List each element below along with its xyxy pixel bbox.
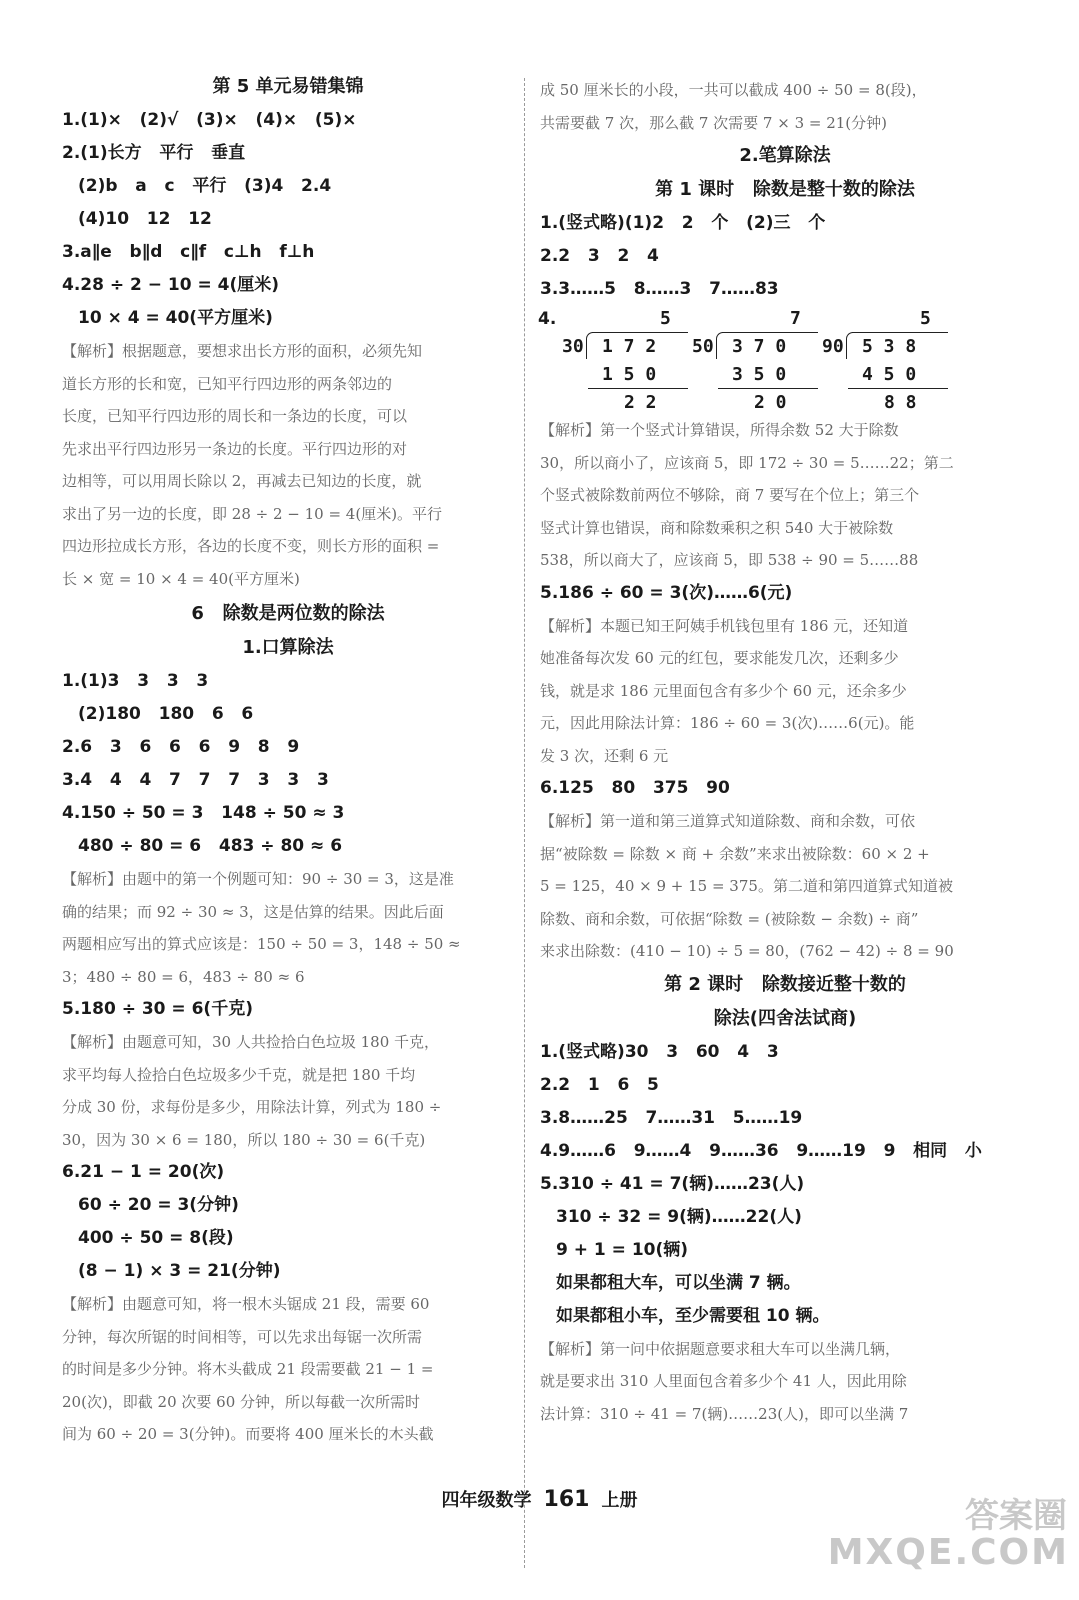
explanation-block [62, 863, 514, 993]
answer-line: 4.150 ÷ 50 = 3 148 ÷ 50 ≈ 3 [62, 803, 345, 823]
explanation-line: 长 × 宽 = 10 × 4 = 40(平方厘米) [62, 569, 300, 588]
answer-line: 310 ÷ 32 = 9(辆)……22(人) [556, 1206, 802, 1227]
explanation-line: 两题相应写出的算式应该是：150 ÷ 50 = 3，148 ÷ 50 ≈ [62, 935, 461, 953]
quotient-bar [852, 332, 948, 333]
answer-line: (4)10 12 12 [78, 209, 212, 229]
explanation-line: 钱，就是求 186 元里面包含有多少个 60 元，还余多少 [540, 681, 907, 700]
answer-line: 60 ÷ 20 = 3(分钟) [78, 1195, 239, 1215]
explanation-line: 【解析】第一个竖式计算错误，所得余数 52 大于除数 [540, 421, 899, 439]
answer-line: 1.(竖式略)30 3 60 4 3 [540, 1041, 779, 1062]
product: 3 5 0 [732, 364, 787, 385]
lesson1-title: 第 1 课时 除数是整十数的除法 [655, 179, 915, 200]
explanation-block [540, 414, 1030, 577]
explanation-block [540, 74, 1030, 139]
explanation-line: 5 = 125，40 × 9 + 15 = 375。第二道和第四道算式知道被 [540, 877, 953, 895]
answer-group [62, 1156, 514, 1288]
answer-line: (8 − 1) × 3 = 21(分钟) [78, 1261, 281, 1281]
subtraction-bar [588, 388, 688, 389]
explanation-block [62, 1288, 514, 1451]
answer-line: 3.3……5 8……3 7……83 [540, 279, 779, 299]
explanation-line: 【解析】由题意可知，30 人共捡拾白色垃圾 180 千克， [62, 1033, 440, 1051]
answer-line: (2)180 180 6 6 [78, 704, 254, 724]
watermark-url: MXQE.COM [827, 1532, 1069, 1573]
explanation-block [540, 805, 1030, 968]
lesson2-answers [540, 1036, 1030, 1333]
right-column [540, 74, 1030, 1430]
explanation-block [62, 335, 514, 595]
divisor: 30 [562, 336, 584, 357]
answer-line: 如果都租小车，至少需要租 10 辆。 [556, 1305, 830, 1326]
dividend: 3 7 0 [732, 336, 787, 357]
footer-volume: 上册 [601, 1490, 638, 1511]
explanation-line: 【解析】根据题意，要想求出长方形的面积，必须先知 [62, 342, 423, 360]
oral-division-answers [62, 665, 514, 863]
explanation-line: 四边形拉成长方形，各边的长度不变，则长方形的面积 = [62, 537, 440, 555]
explanation-line: 求平均每人捡拾白色垃圾多少千克，就是把 180 千均 [62, 1065, 416, 1084]
answer-line: 1.(1)3 3 3 3 [62, 671, 209, 691]
answer-line: 5.310 ÷ 41 = 7(辆)……23(人) [540, 1173, 805, 1194]
explanation-line: 据“被除数 = 除数 × 商 + 余数”来求出被除数：60 × 2 + [540, 844, 930, 863]
page-number: 161 [543, 1487, 590, 1512]
section-written-division-title: 2.笔算除法 [739, 145, 831, 166]
explanation-line: 边相等，可以用周长除以 2，再减去已知边的长度，就 [62, 472, 422, 490]
explanation-line: 分成 30 份，求每份是多少，用除法计算，列式为 180 ÷ [62, 1098, 442, 1116]
explanation-line: 元，因此用除法计算：186 ÷ 60 = 3(次)……6(元)。能 [540, 714, 915, 732]
long-division [692, 306, 822, 414]
left-column [62, 70, 514, 1451]
explanation-line: 共需要截 7 次，那么截 7 次需要 7 × 3 = 21(分钟) [540, 113, 888, 132]
answer-line: 3.4 4 4 7 7 7 3 3 3 [62, 770, 329, 790]
lesson2-title-line1: 第 2 课时 除数接近整十数的 [664, 973, 906, 995]
remainder: 8 8 [884, 392, 917, 413]
explanation-line: 间为 60 ÷ 20 = 3(分钟)。而要将 400 厘米长的木头截 [62, 1425, 434, 1443]
remainder: 2 0 [754, 392, 787, 413]
explanation-line: 【解析】本题已知王阿姨手机钱包里有 186 元，还知道 [540, 616, 909, 635]
answer-line: 3.a∥e b∥d c∥f c⊥h f⊥h [62, 242, 315, 262]
unit5-title: 第 5 单元易错集锦 [212, 76, 364, 97]
subtraction-bar [848, 388, 948, 389]
division-bracket [716, 332, 723, 359]
explanation-line: 【解析】由题中的第一个例题可知：90 ÷ 30 = 3，这是准 [62, 870, 454, 888]
lesson1-answers [540, 207, 1030, 306]
answer-line: 9 + 1 = 10(辆) [556, 1239, 689, 1260]
answer-line: 2.2 1 6 5 [540, 1074, 659, 1095]
explanation-line: 个竖式被除数前两位不够除，商 7 要写在个位上；第三个 [540, 486, 920, 504]
explanation-line: 【解析】第一道和第三道算式知道除数、商和余数，可依 [540, 812, 916, 830]
explanation-line: 【解析】由题意可知，将一根木头锯成 21 段，需要 60 [62, 1295, 430, 1313]
chapter6-title: 6 除数是两位数的除法 [191, 603, 385, 624]
answer-line: 4.9……6 9……4 9……36 9……19 9 相同 小 [540, 1140, 982, 1161]
answer-line: (2)b a c 平行 (3)4 2.4 [78, 176, 332, 196]
explanation-line: 除数、商和余数，可依据“除数 = (被除数 − 余数) ÷ 商” [540, 909, 919, 928]
section-oral-division-title: 1.口算除法 [242, 637, 334, 658]
explanation-line: 20(次)，即截 20 次要 60 分钟，所以每截一次所需时 [62, 1392, 421, 1411]
explanation-line: 发 3 次，还剩 6 元 [540, 746, 669, 765]
explanation-line: 就是要求出 310 人里面包含着多少个 41 人，因此用除 [540, 1372, 907, 1390]
footer-grade: 四年级数学 [441, 1490, 532, 1511]
explanation-line: 30，所以商小了，应该商 5，即 172 ÷ 30 = 5……22；第二 [540, 453, 954, 472]
answer-line: 5.180 ÷ 30 = 6(千克) [62, 999, 253, 1019]
quotient-bar [722, 332, 818, 333]
dividend: 5 3 8 [862, 336, 917, 357]
answer-line: 1.(竖式略)(1)2 2 个 (2)三 个 [540, 213, 826, 233]
answer-line: 10 × 4 = 40(平方厘米) [78, 308, 273, 328]
division-bracket [586, 332, 593, 359]
long-division [562, 306, 692, 414]
answer-line: 3.8……25 7……31 5……19 [540, 1107, 803, 1128]
answer-line: 2.2 3 2 4 [540, 246, 659, 266]
subtraction-bar [718, 388, 818, 389]
divisor: 90 [822, 336, 844, 357]
explanation-line: 成 50 厘米长的小段，一共可以截成 400 ÷ 50 = 8(段)， [540, 81, 927, 99]
quotient: 7 [790, 308, 801, 329]
answer-line: 6.21 − 1 = 20(次) [62, 1162, 225, 1182]
answer-line: 2.(1)长方 平行 垂直 [62, 143, 246, 163]
long-division [822, 306, 952, 414]
answer-line: 1.(1)× (2)√ (3)× (4)× (5)× [62, 110, 357, 130]
long-division-group [540, 306, 1030, 414]
division-bracket [846, 332, 853, 359]
divisor: 50 [692, 336, 714, 357]
product: 1 5 0 [602, 364, 657, 385]
answer-line: 5.186 ÷ 60 = 3(次)……6(元) [540, 582, 793, 603]
remainder: 2 2 [624, 392, 657, 413]
answer-line: 如果都租大车，可以坐满 7 辆。 [556, 1272, 801, 1293]
explanation-line: 她准备每次发 60 元的红包，要求能发几次，还剩多少 [540, 649, 899, 667]
explanation-line: 30，因为 30 × 6 = 180，所以 180 ÷ 30 = 6(千克) [62, 1130, 426, 1149]
explanation-block [540, 610, 1030, 773]
explanation-line: 分钟，每次所锯的时间相等，可以先求出每锯一次所需 [62, 1327, 423, 1346]
explanation-block [540, 1333, 1030, 1431]
column-divider [524, 78, 525, 1568]
answer-line: 2.6 3 6 6 6 9 8 9 [62, 737, 300, 757]
watermark-logo: 答案圈 [965, 1496, 1067, 1536]
explanation-line: 法计算：310 ÷ 41 = 7(辆)……23(人)，即可以坐满 7 [540, 1404, 909, 1423]
explanation-line: 【解析】第一问中依据题意要求租大车可以坐满几辆， [540, 1339, 901, 1358]
product: 4 5 0 [862, 364, 917, 385]
unit5-answers [62, 104, 514, 335]
explanation-line: 求出了另一边的长度，即 28 ÷ 2 − 10 = 4(厘米)。平行 [62, 504, 443, 523]
quotient: 5 [660, 308, 671, 329]
quotient-bar [592, 332, 688, 333]
explanation-line: 先求出平行四边形另一条边的长度。平行四边形的对 [62, 439, 408, 458]
answer-line: 480 ÷ 80 = 6 483 ÷ 80 ≈ 6 [78, 836, 343, 856]
explanation-line: 确的结果；而 92 ÷ 30 ≈ 3，这是估算的结果。因此后面 [62, 902, 444, 921]
explanation-block [62, 1026, 514, 1156]
answer-line: 4.28 ÷ 2 − 10 = 4(厘米) [62, 275, 280, 295]
explanation-line: 竖式计算也错误，商和除数乘积之积 540 大于被除数 [540, 518, 894, 537]
dividend: 1 7 2 [602, 336, 657, 357]
explanation-line: 道长方形的长和宽，已知平行四边形的两条邻边的 [62, 374, 393, 393]
explanation-line: 3；480 ÷ 80 = 6，483 ÷ 80 ≈ 6 [62, 967, 305, 986]
explanation-line: 长度，已知平行四边形的周长和一条边的长度，可以 [62, 407, 408, 425]
quotient: 5 [920, 308, 931, 329]
explanation-line: 538，所以商大了，应该商 5，即 538 ÷ 90 = 5……88 [540, 551, 919, 569]
question-number: 4. [538, 309, 557, 329]
explanation-line: 的时间是多少分钟。将木头截成 21 段需要截 21 − 1 = [62, 1360, 434, 1378]
page-footer [0, 1486, 1079, 1512]
lesson2-title-line2: 除法(四舍法试商) [713, 1007, 857, 1029]
answer-line: 400 ÷ 50 = 8(段) [78, 1228, 234, 1248]
explanation-line: 来求出除数：(410 − 10) ÷ 5 = 80，(762 − 42) ÷ 8 = 90 [540, 942, 954, 960]
answer-line: 6.125 80 375 90 [540, 778, 730, 798]
